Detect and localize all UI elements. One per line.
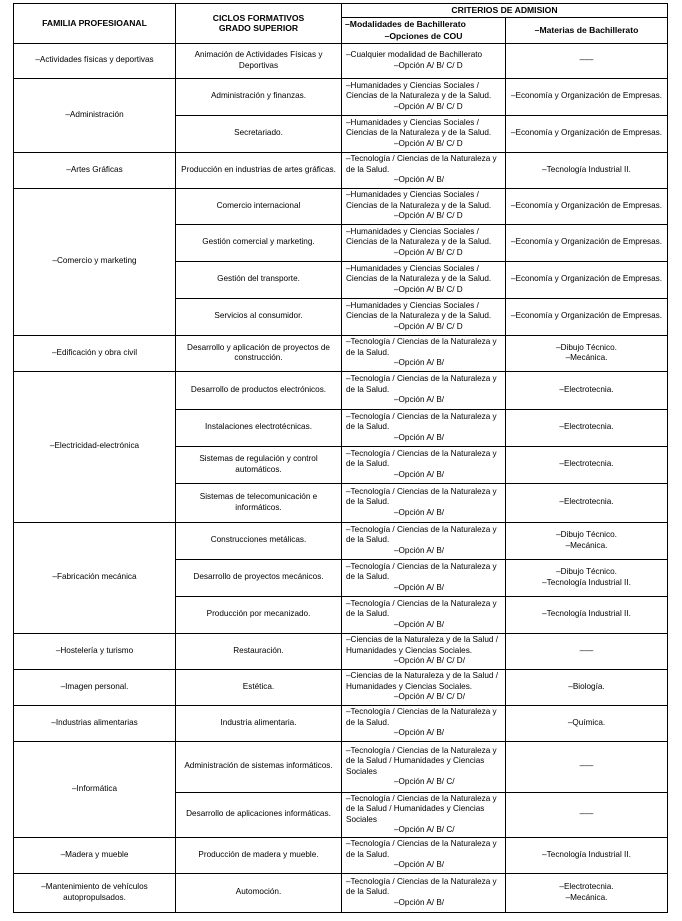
materia-cell: ––– bbox=[506, 43, 668, 78]
opcion-cou-text: –Opción A/ B/ C/ D bbox=[394, 211, 463, 221]
table-row bbox=[14, 837, 668, 873]
modalidad-cell bbox=[342, 559, 506, 596]
materia-cell: –Economía y Organización de Empresas. bbox=[506, 188, 668, 224]
materia-cell: –Economía y Organización de Empresas. bbox=[506, 261, 668, 298]
header-materias: –Materias de Bachillerato bbox=[506, 17, 668, 43]
ciclo-cell: Producción en industrias de artes gráficas. bbox=[176, 152, 342, 188]
opcion-cou-text: –Opción A/ B/ bbox=[394, 545, 445, 555]
table-body bbox=[14, 43, 668, 912]
opcion-cou-text: –Opción A/ B/ C/ bbox=[394, 825, 455, 834]
materia-cell: –Dibujo Técnico. –Mecánica. bbox=[506, 522, 668, 559]
table-row bbox=[14, 633, 668, 669]
table-row bbox=[14, 188, 668, 224]
ciclo-cell: Instalaciones electrotécnicas. bbox=[176, 409, 342, 446]
modalidad-text: –Tecnología / Ciencias de la Naturaleza y de la Salud. bbox=[346, 337, 497, 357]
ciclo-cell: Desarrollo de aplicaciones informáticas. bbox=[176, 792, 342, 837]
ciclo-cell: Gestión del transporte. bbox=[176, 261, 342, 298]
ciclo-cell: Desarrollo de proyectos mecánicos. bbox=[176, 559, 342, 596]
ciclo-cell: Desarrollo y aplicación de proyectos de construcción. bbox=[176, 335, 342, 371]
opcion-cou-text: –Opción A/ B/ bbox=[394, 175, 445, 185]
modalidad-cell bbox=[342, 669, 506, 705]
modalidad-text: –Humanidades y Ciencias Sociales / Ciencias de la Naturaleza y de la Salud. bbox=[346, 190, 492, 210]
opcion-cou-text: –Opción A/ B/ C/ D bbox=[394, 247, 463, 257]
modalidad-text: –Tecnología / Ciencias de la Naturaleza y de la Salud. bbox=[346, 707, 497, 727]
ciclo-cell: Administración de sistemas informáticos. bbox=[176, 741, 342, 792]
table-row bbox=[14, 873, 668, 912]
materia-cell: ––– bbox=[506, 792, 668, 837]
familia-cell: –Fabricación mecánica bbox=[14, 522, 176, 633]
materia-cell: –Electrotecnia. –Mecánica. bbox=[506, 873, 668, 912]
modalidad-text: –Ciencias de la Naturaleza y de la Salud / Humanidades y Ciencias Sociales. bbox=[346, 635, 499, 655]
materia-cell: –Dibujo Técnico. –Mecánica. bbox=[506, 335, 668, 371]
opcion-cou-text: –Opción A/ B/ C/ bbox=[394, 777, 455, 786]
materia-cell: –Tecnología Industrial II. bbox=[506, 596, 668, 633]
materia-cell: –Economía y Organización de Empresas. bbox=[506, 224, 668, 261]
table-row bbox=[14, 669, 668, 705]
modalidad-text: –Tecnología / Ciencias de la Naturaleza y de la Salud. bbox=[346, 486, 497, 507]
modalidad-cell bbox=[342, 43, 506, 78]
header-familia: FAMILIA PROFESIOANAL bbox=[14, 4, 176, 44]
familia-cell: –Comercio y marketing bbox=[14, 188, 176, 335]
modalidad-text: –Tecnología / Ciencias de la Naturaleza y de la Salud. bbox=[346, 876, 497, 897]
ciclo-cell: Estética. bbox=[176, 669, 342, 705]
materia-cell: –Biología. bbox=[506, 669, 668, 705]
opcion-cou-text: –Opción A/ B/ bbox=[394, 469, 445, 479]
ciclo-cell: Construcciones metálicas. bbox=[176, 522, 342, 559]
modalidad-cell bbox=[342, 837, 506, 873]
ciclo-cell: Restauración. bbox=[176, 633, 342, 669]
materia-cell: –Tecnología Industrial II. bbox=[506, 152, 668, 188]
modalidad-cell bbox=[342, 596, 506, 633]
modalidad-text: –Humanidades y Ciencias Sociales / Ciencias de la Naturaleza y de la Salud. bbox=[346, 263, 492, 284]
modalidad-text: –Tecnología / Ciencias de la Naturaleza y de la Salud. bbox=[346, 839, 497, 859]
ciclo-cell: Servicios al consumidor. bbox=[176, 298, 342, 335]
modalidad-text: –Tecnología / Ciencias de la Naturaleza y de la Salud. bbox=[346, 598, 497, 619]
header-modalidades: –Modalidades de Bachillerato bbox=[342, 17, 506, 30]
header-criterios: CRITERIOS DE ADMISION bbox=[342, 4, 668, 18]
materia-cell: –Química. bbox=[506, 705, 668, 741]
opcion-cou-text: –Opción A/ B/ bbox=[394, 897, 445, 907]
materia-cell: –Tecnología Industrial II. bbox=[506, 837, 668, 873]
familia-cell: –Hostelería y turismo bbox=[14, 633, 176, 669]
opcion-cou-text: –Opción A/ B/ C/ D bbox=[394, 60, 463, 70]
modalidad-text: –Ciencias de la Naturaleza y de la Salud / Humanidades y Ciencias Sociales. bbox=[346, 671, 499, 691]
materia-cell: –Electrotecnia. bbox=[506, 483, 668, 522]
modalidad-cell bbox=[342, 335, 506, 371]
table-row bbox=[14, 741, 668, 792]
familia-cell: –Madera y mueble bbox=[14, 837, 176, 873]
opcion-cou-text: –Opción A/ B/ bbox=[394, 619, 445, 629]
opcion-cou-text: –Opción A/ B/ bbox=[394, 860, 445, 870]
materia-cell: ––– bbox=[506, 741, 668, 792]
familia-cell: –Edificación y obra civil bbox=[14, 335, 176, 371]
familia-cell: –Imagen personal. bbox=[14, 669, 176, 705]
ciclo-cell: Desarrollo de productos electrónicos. bbox=[176, 371, 342, 409]
modalidad-text: –Humanidades y Ciencias Sociales / Ciencias de la Naturaleza y de la Salud. bbox=[346, 80, 492, 101]
opcion-cou-text: –Opción A/ B/ C/ D bbox=[394, 138, 463, 148]
ciclo-cell: Comercio internacional bbox=[176, 188, 342, 224]
opcion-cou-text: –Opción A/ B/ bbox=[394, 358, 445, 368]
ciclo-cell: Automoción. bbox=[176, 873, 342, 912]
ciclo-cell: Gestión comercial y marketing. bbox=[176, 224, 342, 261]
table-row bbox=[14, 705, 668, 741]
ciclo-cell: Sistemas de telecomunicación e informáticos. bbox=[176, 483, 342, 522]
modalidad-text: –Humanidades y Ciencias Sociales / Ciencias de la Naturaleza y de la Salud. bbox=[346, 300, 492, 321]
opcion-cou-text: –Opción A/ B/ bbox=[394, 728, 445, 738]
opcion-cou-text: –Opción A/ B/ C/ D bbox=[394, 284, 463, 294]
ciclo-cell: Producción de madera y mueble. bbox=[176, 837, 342, 873]
familia-cell: –Actividades físicas y deportivas bbox=[14, 43, 176, 78]
modalidad-cell bbox=[342, 873, 506, 912]
familia-cell: –Artes Gráficas bbox=[14, 152, 176, 188]
opcion-cou-text: –Opción A/ B/ C/ D/ bbox=[394, 692, 465, 702]
familia-cell: –Electricidad-electrónica bbox=[14, 371, 176, 522]
table-row bbox=[14, 78, 668, 115]
modalidad-cell bbox=[342, 409, 506, 446]
materia-cell: –Economía y Organización de Empresas. bbox=[506, 78, 668, 115]
ciclo-cell: Sistemas de regulación y control automáticos. bbox=[176, 446, 342, 483]
modalidad-cell bbox=[342, 298, 506, 335]
modalidad-cell bbox=[342, 188, 506, 224]
table-row bbox=[14, 335, 668, 371]
familia-cell: –Informática bbox=[14, 741, 176, 837]
modalidad-cell bbox=[342, 446, 506, 483]
familia-cell: –Industrias alimentarias bbox=[14, 705, 176, 741]
ciclo-cell: Animación de Actividades Físicas y Deportivas bbox=[176, 43, 342, 78]
modalidad-cell bbox=[342, 371, 506, 409]
modalidad-cell bbox=[342, 152, 506, 188]
opcion-cou-text: –Opción A/ B/ C/ D bbox=[394, 321, 463, 331]
materia-cell: –Electrotecnia. bbox=[506, 409, 668, 446]
modalidad-text: –Tecnología / Ciencias de la Naturaleza y de la Salud. bbox=[346, 154, 497, 174]
materia-cell: –Electrotecnia. bbox=[506, 446, 668, 483]
materia-cell: –Economía y Organización de Empresas. bbox=[506, 298, 668, 335]
ciclo-cell: Administración y finanzas. bbox=[176, 78, 342, 115]
table-header bbox=[14, 4, 668, 44]
modalidad-text: –Tecnología / Ciencias de la Naturaleza y de la Salud / Humanidades y Ciencias Sociales bbox=[346, 793, 497, 824]
modalidad-text: –Tecnología / Ciencias de la Naturaleza y de la Salud. bbox=[346, 448, 497, 469]
table-row bbox=[14, 152, 668, 188]
opcion-cou-text: –Opción A/ B/ bbox=[394, 432, 445, 442]
opcion-cou-text: –Opción A/ B/ bbox=[394, 507, 445, 517]
table-row bbox=[14, 522, 668, 559]
header-ciclos bbox=[176, 4, 342, 44]
familia-cell: –Administración bbox=[14, 78, 176, 152]
header-ciclos-line1: CICLOS FORMATIVOS bbox=[212, 12, 305, 23]
ciclo-cell: Secretariado. bbox=[176, 115, 342, 152]
table-row bbox=[14, 43, 668, 78]
modalidad-text: –Tecnología / Ciencias de la Naturaleza y de la Salud. bbox=[346, 561, 497, 582]
modalidad-cell bbox=[342, 483, 506, 522]
modalidad-cell bbox=[342, 705, 506, 741]
modalidad-text: –Tecnología / Ciencias de la Naturaleza y de la Salud. bbox=[346, 411, 497, 432]
modalidad-text: –Tecnología / Ciencias de la Naturaleza y de la Salud. bbox=[346, 374, 497, 394]
familia-cell: –Mantenimiento de vehículos autopropulsados. bbox=[14, 873, 176, 912]
modalidad-cell bbox=[342, 224, 506, 261]
materia-cell: –Dibujo Técnico. –Tecnología Industrial II. bbox=[506, 559, 668, 596]
modalidad-cell bbox=[342, 522, 506, 559]
table-row bbox=[14, 371, 668, 409]
modalidad-text: –Humanidades y Ciencias Sociales / Ciencias de la Naturaleza y de la Salud. bbox=[346, 226, 492, 247]
modalidad-cell bbox=[342, 78, 506, 115]
modalidad-text: –Tecnología / Ciencias de la Naturaleza y de la Salud / Humanidades y Ciencias Sociales bbox=[346, 745, 497, 776]
opcion-cou-text: –Opción A/ B/ bbox=[394, 582, 445, 592]
modalidad-cell bbox=[342, 741, 506, 792]
opcion-cou-text: –Opción A/ B/ bbox=[394, 395, 445, 405]
materia-cell: –Electrotecnia. bbox=[506, 371, 668, 409]
modalidad-cell bbox=[342, 633, 506, 669]
modalidad-cell bbox=[342, 792, 506, 837]
header-ciclos-line2: GRADO SUPERIOR bbox=[218, 23, 299, 34]
opcion-cou-text: –Opción A/ B/ C/ D bbox=[394, 101, 463, 111]
materia-cell: ––– bbox=[506, 633, 668, 669]
ciclo-cell: Producción por mecanizado. bbox=[176, 596, 342, 633]
modalidad-text: –Tecnología / Ciencias de la Naturaleza y de la Salud. bbox=[346, 524, 497, 545]
modalidad-cell bbox=[342, 115, 506, 152]
admission-criteria-table bbox=[13, 3, 668, 913]
modalidad-text: –Cualquier modalidad de Bachillerato bbox=[346, 50, 483, 59]
header-opciones-cou: –Opciones de COU bbox=[342, 30, 506, 43]
modalidad-text: –Humanidades y Ciencias Sociales / Ciencias de la Naturaleza y de la Salud. bbox=[346, 117, 492, 138]
materia-cell: –Economía y Organización de Empresas. bbox=[506, 115, 668, 152]
modalidad-cell bbox=[342, 261, 506, 298]
opcion-cou-text: –Opción A/ B/ C/ D/ bbox=[394, 656, 465, 666]
ciclo-cell: Industria alimentaria. bbox=[176, 705, 342, 741]
